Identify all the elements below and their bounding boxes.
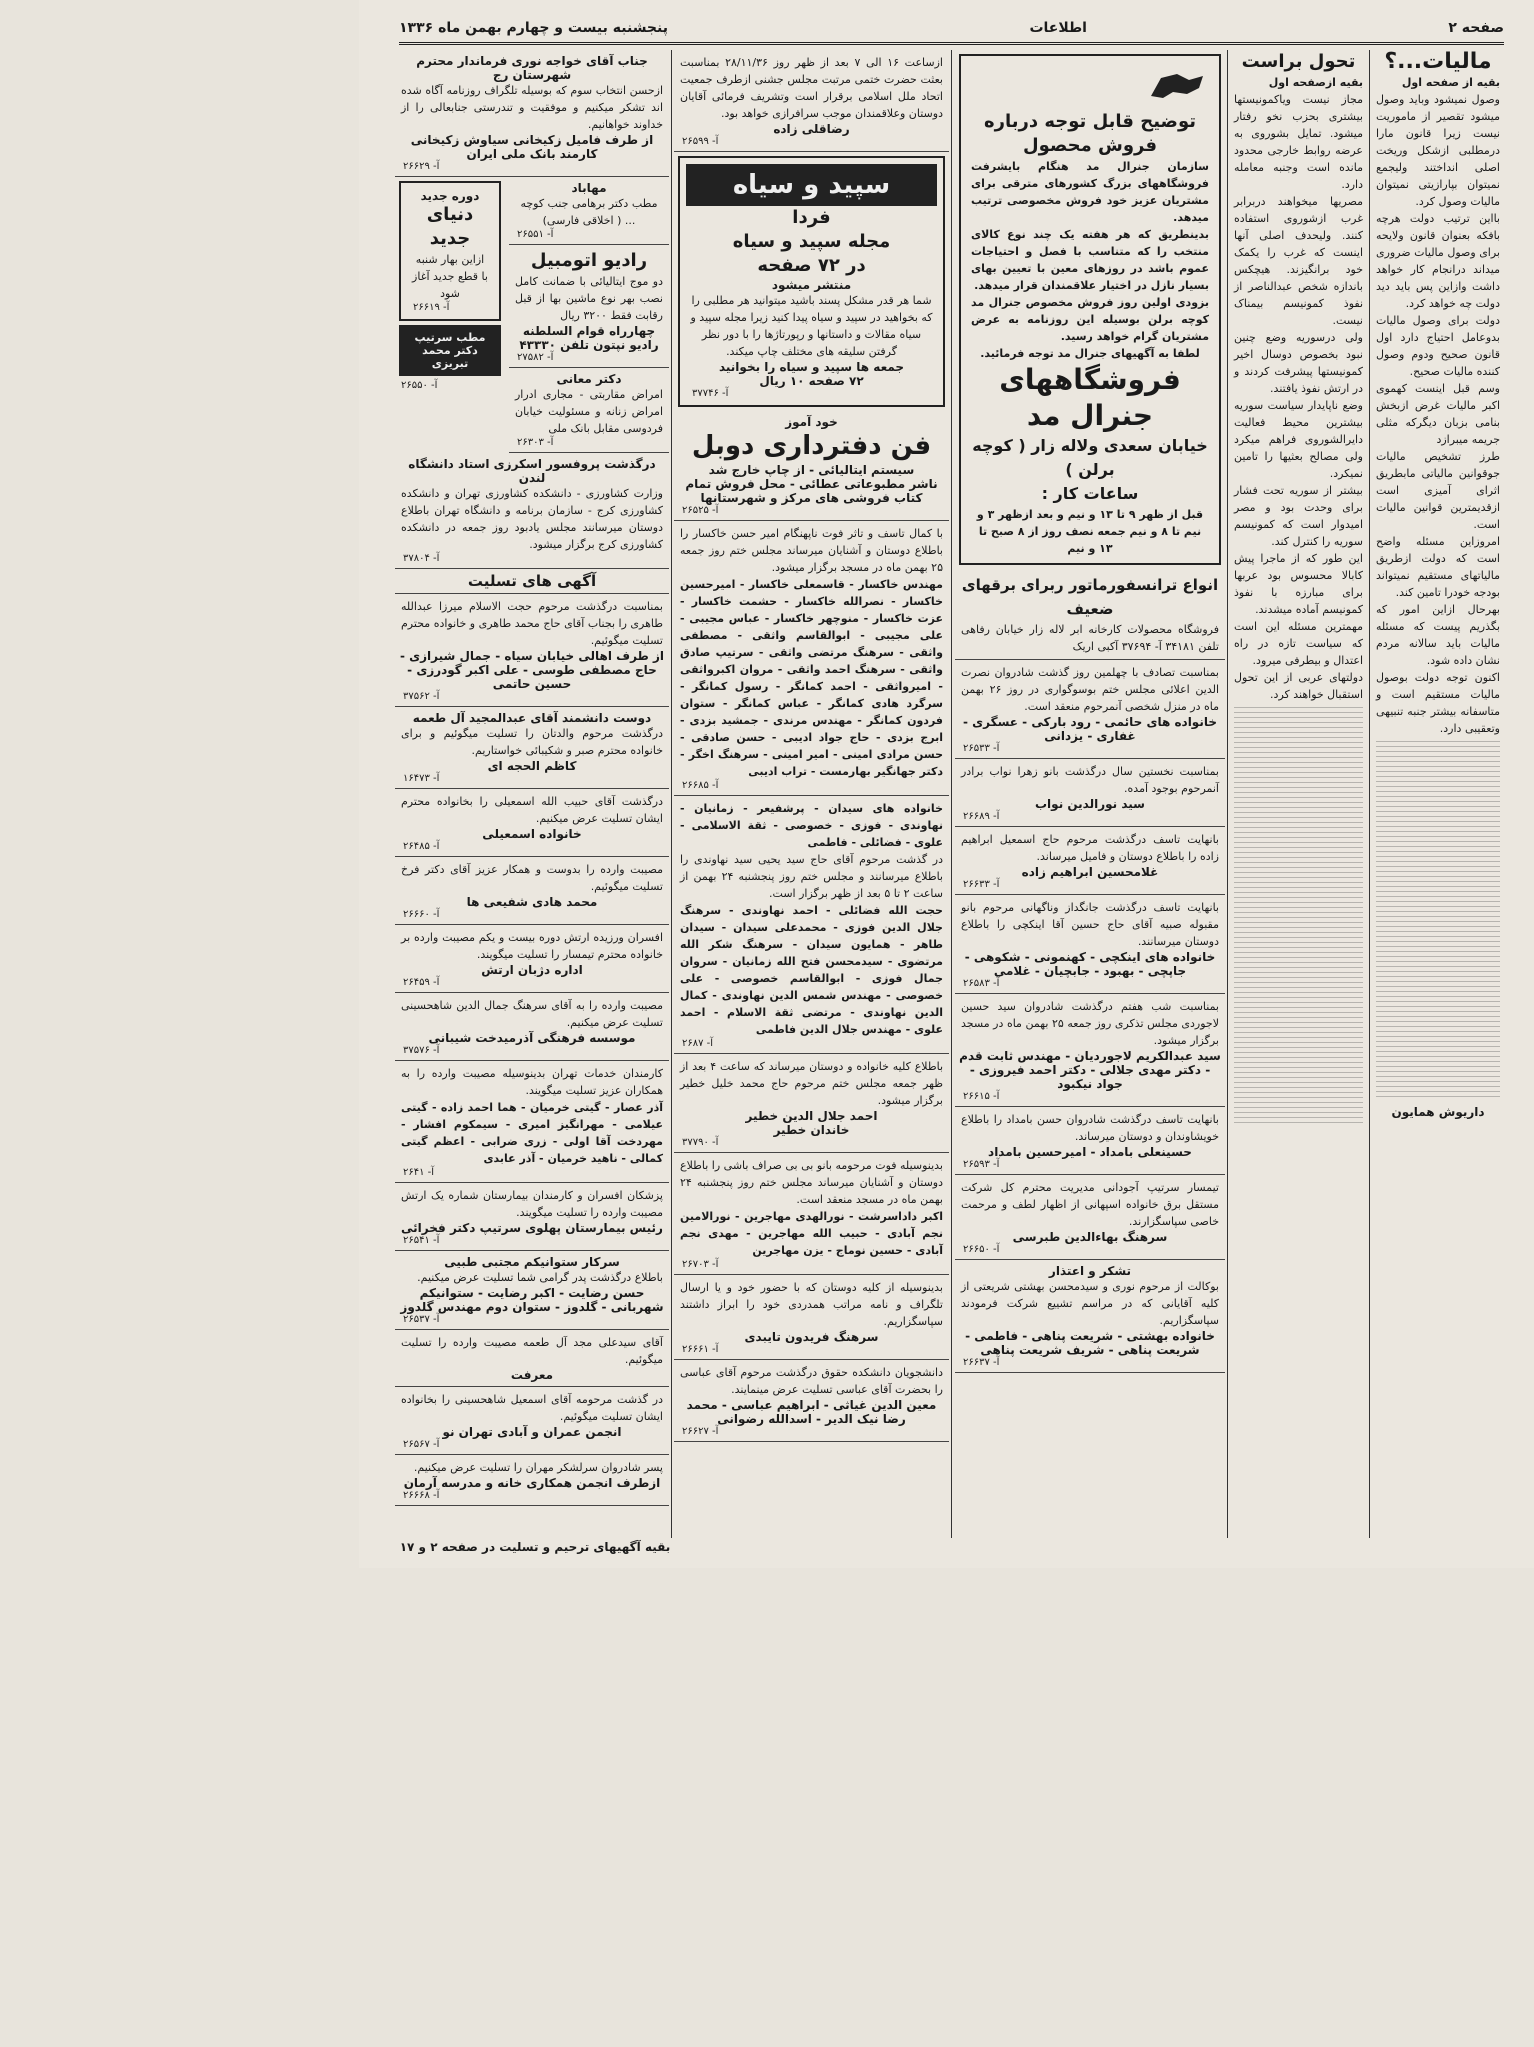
- article-title: مالیات...؟: [1384, 50, 1492, 74]
- ad-line: دنیای: [426, 204, 474, 225]
- notice-text: باطلاع کلیه خانواده و دوستان میرساند که ساعت ۴ بعد از ظهر جمعه مجلس ختم مرحوم حاج محمد خلیل خطیر برگزار میشود.: [680, 1060, 944, 1107]
- article-paragraph: دولت برای وصول مالیات بدوعامل احتیاج دارد اول قانون صحیح ودوم وصول کننده مالیات صحیح.: [1376, 314, 1500, 378]
- notice-title: تشکر و اعتذار: [1048, 1264, 1132, 1278]
- notice-signers: از طرف فامیل زکیخانی سیاوش زکیخانی کارمند بانک ملی ایران: [410, 133, 654, 161]
- ad-code: آ- ۲۶۶۲۹: [403, 161, 440, 172]
- ad-code: آ- ۲۶۸۷: [682, 1038, 714, 1049]
- notice-signers: رئیس بیمارستان پهلوی سرتیپ دکتر فخرائی: [401, 1221, 663, 1235]
- lion-logo-icon: [1143, 64, 1213, 104]
- ad-line: جدید: [429, 228, 471, 249]
- notice-text: ازساعت ۱۶ الی ۷ بعد از ظهر روز ۲۸/۱۱/۳۶ بمناسبت بعثت حضرت ختمی مرتبت مجلس جشنی ازطرف جمعیت اتحاد ملل اسلامی برقرار است وتشریف فرمائی آقایان دوستان وعلاقمندان موجب سرافرازی خواهد بود.: [680, 56, 943, 120]
- ad-line: سیستم ایتالیائی - از چاپ خارج شد: [708, 463, 915, 477]
- ad-line: رادیو اتومبیل: [530, 250, 648, 271]
- ad-line: خود آموز: [785, 415, 838, 429]
- small-ads-right: [509, 177, 669, 453]
- ad-code: آ- ۳۷۷۴۶: [692, 388, 729, 399]
- ad-code: آ- ۲۶۴۱: [403, 1167, 435, 1178]
- notice-signers: احمد جلال الدین خطیر: [745, 1109, 878, 1123]
- notice-signers: خانواده بهشتی - شریعت پناهی - فاطمی - شریعت پناهی - شریف شریعت پناهی: [965, 1329, 1215, 1357]
- text-filler: [1376, 741, 1500, 1101]
- article-paragraph: وضع ناپایدار سیاست سوریه بیشترین محیط فعالیت دایرالشوروی فراهم میکرد ولی مصالح بعثیها را تامین نمیکرد.: [1234, 399, 1363, 480]
- notice-text: کارمندان خدمات تهران بدینوسیله مصیبت وارده را به همکاران عزیز تسلیت میگویند.: [401, 1067, 663, 1097]
- donya-ad: [399, 181, 501, 321]
- condolence-notice: [395, 857, 669, 925]
- article-paragraph: بهرحال ازاین امور که بگذریم پیست که مسئله مالیات باید سالانه مردم نشان داده شود.: [1376, 603, 1500, 667]
- article-paragraph: ولی درسوریه وضع چنین نبود بخصوص دوسال اخیر کمونیستها پیشرفت کردند و در ارتش نفوذ یافتند.: [1234, 331, 1363, 395]
- notice-text: بانهایت تاسف درگذشت شادروان حسن بامداد را باطلاع خویشاوندان و دوستان میرساند.: [961, 1113, 1219, 1143]
- notice-signers: کاظم الحجه ای: [487, 759, 577, 773]
- notice-signers: معرفت: [510, 1368, 554, 1382]
- article-paragraph: اکنون توجه دولت بوصول مالیات مستقیم است و متاسفانه بیشتر جنبه تنبیهی وتعقیبی دارد.: [1376, 671, 1500, 735]
- ad-code: آ- ۲۶۶۳۷: [963, 1357, 1000, 1368]
- notice-text: بمناسبت تصادف با چهلمین روز گذشت شادروان نصرت الدین اعلائی مجلس ختم بوسوگواری در روز ۲۶ بهمن ماه در منزل شخصی آنمرحوم منعقد است.: [961, 666, 1219, 713]
- condolence-notice: [395, 1387, 669, 1455]
- notice-signers: حجت الله فضائلی - احمد نهاوندی - سرهنگ جلال الدین فوزی - محمدعلی سیدان - سیدان طاهر - همایون سیدان - سرهنگ شکر الله مرتضوی - سیدمحسن فتح الله زمانیان - سروان جمال فوزی - ابوالقاسم خصوصی - علی خصوصی - مهندس شمس الدین نهاوندی - کمال الدین نهاوندی - مرتضی ثقة الاسلام - احمد علوی - مهندس جلال الدین فاطمی: [680, 904, 943, 1036]
- notice-text: باطلاع درگذشت پدر گرامی شما تسلیت عرض میکنیم.: [417, 1271, 663, 1284]
- article-paragraph: دولتهای عربی از این تحول استقبال خواهند کرد.: [1234, 671, 1363, 701]
- ad-code: آ- ۲۶۶۱۵: [963, 1091, 1000, 1102]
- store-name: فروشگاههای جنرال مد: [999, 363, 1181, 432]
- notice-text: با کمال تاسف و تاثر فوت ناپهنگام امیر حسن خاکسار را باطلاع دوستان و آشنایان میرساند مجلس ختم روز جمعه ۲۵ بهمن ماه در مسجد برگزار میشود.: [680, 527, 943, 574]
- obituary-notice: [674, 1153, 949, 1275]
- column-rule: [671, 50, 672, 1538]
- magazine-ad: [678, 156, 945, 407]
- ad-paragraph: دو موج ایتالیائی با ضمانت کامل نصب بهر نوع ماشین بها از قبل رقابت فقط ۳۲۰۰ ریال: [515, 275, 663, 322]
- ad-code: آ- ۲۶۷۰۳: [682, 1259, 719, 1270]
- notice-signers: آذر عصار - گیتی خرمیان - هما احمد زاده - گیتی عیلامی - مهرانگیز امیری - سیمکوم افشار - مهردخت آقا اولی - زری ضرابی - اعظم گیتی کمالی - ناهید خرمیان - آذر عابدی: [401, 1101, 663, 1165]
- ad-line: منتشر میشود: [771, 278, 852, 292]
- notice-text: در گذشت مرحومه آقای اسمعیل شاهحسینی را بخانواده ایشان تسلیت میگوئیم.: [401, 1393, 663, 1423]
- notice-text: بمناسبت نخستین سال درگذشت بانو زهرا نواب برادر آنمرحوم بوجود آمده.: [961, 765, 1219, 795]
- transformer-ad-text: فروشگاه محصولات کارخانه ابر لاله زار خیابان رفاهی تلفن ۳۴۱۸۱ آ- ۳۷۶۹۴ آکبی اریک: [961, 623, 1219, 653]
- issue-date: پنجشنبه بیست و چهارم بهمن ماه ۱۳۳۶: [399, 20, 668, 36]
- doctor-office-ad: مطب سرتیپ دکتر محمد تبریزی: [399, 325, 501, 376]
- notice-text: پزشکان افسران و کارمندان بیمارستان شماره یک ارتش مصیبت وارده را تسلیت میگویند.: [401, 1189, 663, 1219]
- notice-text: افسران ورزیده ارتش دوره بیست و یکم مصیبت وارده بر خانواده محترم تیمسار را تسلیت میگویند.: [401, 931, 663, 961]
- column-general-mode: [955, 50, 1225, 1548]
- ad-line: دکتر معانی: [556, 372, 622, 386]
- notice-signers: حسن رضایت - اکبر رضایت - ستوانیکم شهربانی - گلدوز - ستوان دوم مهندس گلدوز: [400, 1286, 664, 1314]
- ad-paragraph: لطفا به آگهیهای جنرال مد توجه فرمائید.: [980, 347, 1200, 360]
- notice-text: پسر شادروان سرلشکر مهران را تسلیت عرض میکنیم.: [413, 1461, 663, 1474]
- ad-code: آ- ۲۶۶۵۰: [963, 1244, 1000, 1255]
- book-title: فن دفترداری دوبل: [691, 431, 932, 461]
- condolence-notice: [395, 789, 669, 857]
- magazine-logo: سپید و سیاه: [686, 164, 937, 206]
- ad-code: آ- ۲۶۵۵۰: [401, 380, 438, 391]
- page-number: صفحه ۲: [1448, 20, 1504, 36]
- newspaper-page: [359, 0, 1534, 1568]
- notice-text: بانهایت تاسف درگذشت جانگداز وناگهانی مرحوم بانو مقبوله صبیه آقای حاج حسین آقا اینکچی را باطلاع دوستان میرسانند.: [961, 901, 1219, 948]
- lecture-notice: [395, 453, 669, 569]
- notice-signers: مهندس خاکسار - قاسمعلی خاکسار - امیرحسین خاکسار - نصرالله خاکسار - حشمت خاکسار - عزت خاکسار - منوچهر خاکسار - عباس مجیبی - علی مجیبی - ابوالقاسم واثقی - مصطفی واثقی - سرهنگ مرتضی واثقی - سرتیپ صادق واثقی - سرهنگ احمد واثقی - مروان اکبرواثقی - امیرواثقی - احمد کمانگر - رسول کمانگر - سرگرد هادی کمانگر - عباس کمانگر - ستوان فردون کمانگر - مهندس مرندی - جمشید بزدی - ابرج بزدی - حاج جواد ادیبی - حسن صادقی - حسن مرادی امینی - امیر امینی - سرهنگ اخگر - دکتر جهانگیر بهارمست - تراب ادیبی: [680, 578, 943, 778]
- ad-code: آ- ۲۶۵۲۵: [682, 505, 719, 516]
- ad-code: آ- ۳۷۷۹۰: [682, 1137, 719, 1148]
- notice-text: دانشجویان دانشکده حقوق درگذشت مرحوم آقای عباسی را بحضرت آقای عباسی تسلیت عرض مینمایند.: [680, 1366, 943, 1396]
- notice-title: سرکار ستوانیکم مجتبی طبیی: [444, 1255, 620, 1269]
- article-title: تحول براست: [1241, 51, 1356, 72]
- ad-code: آ- ۲۶۴۵۹: [403, 977, 440, 988]
- notice-families: خانواده های سیدان - پرشفیعر - زمانیان - نهاوندی - فوزی - خصوصی - ثقة الاسلامی - علوی - فضائلی - فاطمی: [680, 802, 943, 849]
- ad-paragraph: امراض مقاربتی - مجاری ادرار امراض زنانه و مسئولیت خیابان فردوسی مقابل بانک ملی: [515, 388, 663, 435]
- ad-line: فردا: [792, 207, 831, 228]
- ad-address: چهارراه قوام السلطنه رادیو نپتون تلفن ۴۳۳۳۰: [519, 324, 659, 352]
- ad-code: آ- ۲۶۵۹۹: [682, 136, 719, 147]
- ad-code: آ- ۲۶۶۲۷: [682, 1426, 719, 1437]
- notice-text: وزارت کشاورزی - دانشکده کشاورزی تهران و دانشکده کشاورزی کرج - سازمان برنامه و دانشگاه تهران باطلاع دوستان میرسانند مجلس یادبود روز جمعه در دانشکده کشاورزی کرج برگزار میشود.: [401, 487, 663, 551]
- radio-ad: [509, 245, 669, 368]
- condolence-notice: [395, 1183, 669, 1251]
- thanks-notice: [674, 1275, 949, 1360]
- column-magazine: [674, 50, 949, 1548]
- notice-signers: خانواده های حائمی - رود بارکی - عسگری - غفاری - یزدانی: [963, 715, 1217, 743]
- ad-code: آ- ۲۶۶۶۱: [682, 1344, 719, 1355]
- article-paragraph: مصریها میخواهند دربرابر غرب ازشوروی استفاده کنند. ولیحدف اصلی آنها اینست که غرب را یکمک خود برانگیزند. هیچکس باندازه شخص عبدالناصر از نفوذ کمونیسم بیمناک نیست.: [1234, 195, 1363, 327]
- ad-line: مهاباد: [571, 181, 607, 195]
- obituary-notice: [955, 1107, 1225, 1175]
- ad-code: آ- ۲۶۵۹۳: [963, 1159, 1000, 1170]
- ad-paragraph: ازاین بهار شنبه با قطع جدید آغاز شود: [412, 253, 488, 300]
- ad-code: آ- ۲۶۵۳۷: [403, 1314, 440, 1325]
- obituary-notice: [955, 994, 1225, 1107]
- notice-text: بدینوسیله از کلیه دوستان که با حضور خود و یا ارسال تلگراف و نامه مراتب همدردی خود را ابراز داشتند سپاسگزاریم.: [680, 1281, 943, 1328]
- ad-code: آ- ۲۶۶۱۹: [413, 302, 450, 313]
- article-paragraph: بااین ترتیب دولت هرچه بافکه بعنوان قانون ولایحه برای وصول مالیات ضروری میداند درانجام کار خواهد داشت وازاین پس باید دید دولت چه خواهد کرد.: [1376, 212, 1500, 310]
- notice-text: آقای سیدعلی مجد آل طعمه مصیبت وارده را تسلیت میگوئیم.: [401, 1336, 663, 1366]
- ad-code: آ- ۲۶۵۶۷: [403, 1439, 440, 1450]
- ad-code: آ- ۲۶۵۵۱: [517, 229, 554, 240]
- article-paragraph: مهمترین مسئله این است که سیاست تازه در راه اعتدال و بیطرفی میرود.: [1234, 620, 1363, 667]
- condolence-notice: [395, 1455, 669, 1506]
- ad-line: در ۷۲ صفحه: [757, 255, 866, 276]
- notice-text: تیمسار سرتیپ آجودانی مدیریت محترم کل شرکت مستقل برق خانواده اسپهانی از اظهار لطف و مرحمت خاصی سپاسگزارند.: [961, 1181, 1219, 1228]
- notice-signers: سید نورالدین نواب: [1035, 797, 1145, 811]
- store-hours: قبل از ظهر ۹ تا ۱۳ و نیم و بعد ازظهر ۳ و نیم تا ۸ و نیم جمعه نصف روز از ۸ صبح تا ۱۳ و نیم: [976, 508, 1204, 555]
- small-ads-left: [395, 177, 505, 453]
- notice-text: بدینوسیله فوت مرحومه بانو بی بی صراف باشی را باطلاع دوستان و آشنایان میرساند مجلس ختم روز پنجشنبه ۲۴ بهمن ماه در مسجد منعقد است.: [680, 1159, 943, 1206]
- ad-paragraph: مطب دکتر برهامی جنب کوچه ... ( اخلاقی فارسی): [520, 197, 658, 227]
- obituary-notice: [955, 1175, 1225, 1260]
- notice-signers: اداره دژبان ارتش: [481, 963, 583, 977]
- notice-text: بانهایت تاسف درگذشت مرحوم حاج اسمعیل ابراهیم زاده را باطلاع دوستان و فامیل میرساند.: [961, 833, 1219, 863]
- ad-code: آ- ۲۶۳۰۳: [517, 437, 554, 448]
- ad-line: ناشر مطبوعاتی عطائی - محل فروش تمام کتاب فروشی های مرکز و شهرستانها: [685, 477, 938, 505]
- notice-text: مصیبت وارده را به آقای سرهنگ جمال الدین شاهحسینی تسلیت عرض میکنیم.: [401, 999, 663, 1029]
- condolence-notice: [395, 993, 669, 1061]
- ad-code: آ- ۲۶۵۳۳: [963, 743, 1000, 754]
- continued-footer: بقیه آگهیهای ترحیم و تسلیت در صفحه ۲ و ۱۷: [399, 1540, 671, 1554]
- article-paragraph: امروزاین مسئله واضح است که دولت ازطریق مالیاتهای مستقیم نمیتواند بودجه خودرا تامین کند.: [1376, 535, 1500, 599]
- book-ad: [674, 411, 949, 521]
- author-signature: داریوش همایون: [1391, 1105, 1485, 1119]
- ad-code: آ- ۲۶۶۸۹: [963, 811, 1000, 822]
- article-paragraph: مجاز نیست ویاکمونیستها بیشتری بحزب نخو رفتار میشود. تمایل بشوروی به عرضه روابط خارجی محدود مانده است وجنبه معامله دارد.: [1234, 93, 1363, 191]
- ad-line: دوره جدید: [420, 189, 480, 203]
- notice-signers: غلامحسین ابراهیم زاده: [1021, 865, 1159, 879]
- notice-signers: سرهنگ بهاءالدین طبرسی: [1012, 1230, 1168, 1244]
- ad-code: آ- ۳۷۵۷۶: [403, 1045, 440, 1056]
- column-notices: [395, 50, 669, 1548]
- condolence-notice: [395, 594, 669, 707]
- notice-text: درگذشت مرحوم والدتان را تسلیت میگوئیم و برای خانواده محترم صبر و شکیبائی خواستاریم.: [401, 727, 663, 757]
- ad-paragraph: سازمان جنرال مد هنگام بایشرفت فروشگاههای بزرگ کشورهای مترقی برای مشتریان عزیز خود فروش مخصوصی ترتیب میدهد.: [971, 160, 1209, 224]
- obituary-notice: [674, 796, 949, 1054]
- ad-code: آ- ۳۷۵۶۲: [403, 691, 440, 702]
- continued-label: بقیه از صفحه اول: [1401, 76, 1500, 89]
- notice-title: دوست دانشمند آقای عبدالمجید آل طعمه: [412, 711, 652, 725]
- article-paragraph: وصول نمیشود وباید وصول میشود تقصیر از ماموریت نیست زیرا قانون مارا درمطلبی ازشکل وریخت اصلی انداختند ولیجمع نمیتوان بپارازیتی نمیتوان مالیات وصول کرد.: [1376, 93, 1500, 208]
- ad-paragraph: بزودی اولین روز فروش مخصوص جنرال مد کوچه برلن بوسیله این روزنامه به عرض مشتریان گرام خواهد رسید.: [971, 296, 1209, 343]
- notice-title: جناب آقای خواجه نوری فرماندار محترم شهرستان رج: [416, 54, 648, 82]
- condolence-notice: [674, 1360, 949, 1442]
- ad-code: آ- ۲۶۶۶۸: [403, 1490, 440, 1501]
- notice-signers: خانواده های اینکچی - کهنمونی - شکوهی - جاپچی - بهبود - جابچیان - غلامی: [964, 950, 1216, 978]
- notice-signers: ازطرف انجمن همکاری خانه و مدرسه آرمان: [403, 1476, 661, 1490]
- ad-code: آ- ۱۶۴۷۳: [403, 773, 440, 784]
- ad-paragraph: بدینطریق که هر هفته یک چند نوع کالای منتخب را که متناسب با فصل و احتیاجات عموم باشد در روزهای معین با تعیین بهای بسیار نازل در اختیار علاقمندان قرار میدهد.: [971, 228, 1209, 292]
- notice-signers: محمد هادی شفیعی ها: [466, 895, 598, 909]
- notice-signers: اکبر داداسرشت - نورالهدی مهاجرین - نورالامین نجم آبادی - حبیب الله مهاجرین - مهدی نجم آبادی - حسین نوماج - یزن مهاجرین: [680, 1210, 943, 1257]
- column-shift-right: [1230, 50, 1367, 1548]
- mahabad-ad: [509, 177, 669, 245]
- notice-text: بمناسبت شب هفتم درگذشت شادروان سید حسین لاجوردی مجلس تذکری روز جمعه ۲۵ بهمن ماه در مسجد برگزار میشود.: [961, 1000, 1219, 1047]
- condolence-notice: [395, 707, 669, 789]
- condolence-notice: [395, 925, 669, 993]
- ad-code: آ- ۲۶۶۸۵: [682, 780, 719, 791]
- notice-signers: معین الدین غیاثی - ابراهیم عباسی - محمد رضا نیک الدیر - اسدالله رضوانی: [686, 1398, 937, 1426]
- store-address: خیابان سعدی ولاله زار ( کوچه برلن ): [972, 436, 1208, 479]
- condolence-notice: [395, 1330, 669, 1387]
- notice-signers: موسسه فرهنگی آذرمیدخت شیبانی: [428, 1031, 636, 1045]
- section-title: آگهی های تسلیت: [395, 569, 669, 594]
- notice-text: درگذشت آقای حبیب الله اسمعیلی را بخانواده محترم ایشان تسلیت عرض میکنیم.: [401, 795, 663, 825]
- notice-signers: خانواده اسمعیلی: [482, 827, 582, 841]
- condolence-notice: [395, 1251, 669, 1330]
- obituary-notice: [674, 1054, 949, 1153]
- transformer-ad-title: انواع ترانسفورماتور ربرای برقهای ضعیف: [961, 576, 1219, 618]
- notice-signers: رضاقلی زاده: [773, 122, 850, 136]
- doctor-ad: [509, 368, 669, 453]
- condolence-notice: [395, 1061, 669, 1183]
- column-taxes: [1372, 50, 1504, 1548]
- notice-signers: خاندان خطیر: [773, 1123, 850, 1137]
- ad-code: آ- ۳۷۸۰۴: [403, 553, 440, 564]
- obituary-notice: [955, 759, 1225, 827]
- notice-signers: انجمن عمران و آبادی تهران نو: [442, 1425, 622, 1439]
- notice-text: بمناسبت درگذشت مرحوم حجت الاسلام میرزا عبدالله طاهری را بجناب آقای حاج محمد طاهری و خانواده محترم تسلیت میگوئیم.: [401, 600, 663, 647]
- ad-code: آ- ۲۶۴۸۵: [403, 841, 440, 852]
- ad-code: آ- ۲۷۵۸۲: [517, 352, 554, 363]
- notice-text: مصیبت وارده را بدوست و همکار عزیز آقای دکتر فرخ تسلیت میگوئیم.: [401, 863, 663, 893]
- ad-code: آ- ۲۶۵۴۱: [403, 1235, 440, 1246]
- column-rule: [1369, 50, 1370, 1538]
- obituary-notice: [955, 660, 1225, 759]
- notice-signers: از طرف اهالی خیابان سیاه - جمال شیرازی - حاج مصطفی طوسی - علی اکبر گودرزی - حسین حاتمی: [399, 649, 665, 691]
- column-rule: [1227, 50, 1228, 1538]
- notice-text: ازحسن انتخاب سوم که بوسیله تلگراف روزنامه آگاه شده اند تشکر میکنیم و موفقیت و تندرستی جنابعالی را از خداوند خواهانیم.: [401, 84, 663, 131]
- hours-title: ساعات کار :: [1041, 484, 1139, 503]
- notice-signers: سید عبدالکریم لاجوردیان - مهندس ثابت قدم - دکتر مهدی جلالی - دکتر احمد فیروزی - جواد نیکبود: [959, 1049, 1221, 1091]
- text-filler: [1234, 707, 1363, 1127]
- notice-title: درگذشت پروفسور اسکرزی استاد دانشگاه لندن: [408, 457, 656, 485]
- ad-line: جمعه ها سپید و سیاه را بخوانید: [718, 360, 905, 374]
- page-header: [399, 14, 1504, 45]
- article-paragraph: این طور که از ماجرا پیش کابالا محسوس بود عربها برای مبارزه با نفوذ کمونیسم آماده میشدند.: [1234, 552, 1363, 616]
- ad-line: مجله سپید و سیاه: [732, 231, 891, 252]
- notice-signers: حسینعلی بامداد - امیرحسین بامداد: [988, 1145, 1192, 1159]
- obituary-notice: [955, 827, 1225, 895]
- ad-headline: توضیح قابل توجه درباره فروش محصول: [984, 111, 1196, 156]
- column-rule: [951, 50, 952, 1538]
- ad-paragraph: شما هر قدر مشکل پسند باشید میتوانید هر مطلبی را که بخواهید در سپید و سیاه پیدا کنید زیرا مجله سپید و سیاه مقالات و داستانها و رپورتاژها را با دور نظر گرفتن سلیقه های مختلف چاپ میکند.: [690, 294, 933, 358]
- congrats-notice: [395, 50, 669, 177]
- notice-text: بوکالت از مرحوم نوری و سیدمحسن بهشتی شریعتی از کلیه آقایانی که در مراسم تشییع شرکت فرمودند سپاسگزاریم.: [961, 1280, 1219, 1327]
- notice-signers: سرهنگ فریدون تایبدی: [744, 1330, 879, 1344]
- article-paragraph: طرز تشخیص مالیات جوقوانین مالیاتی مابطریق اثرای آمیزی است ازقدیمترین قوانین مالیات است.: [1376, 450, 1500, 531]
- article-paragraph: بیشتر از سوریه تحت فشار برای وحدت بود و مصر امیدوار است که کمونیسم سوریه را کنترل کند.: [1234, 484, 1363, 548]
- newspaper-name: اطلاعات: [1029, 20, 1087, 36]
- thanks-notice: [955, 1260, 1225, 1373]
- ad-code: آ- ۲۶۶۳۳: [963, 879, 1000, 890]
- ad-code: آ- ۲۶۶۶۰: [403, 909, 440, 920]
- general-mode-ad: [959, 54, 1221, 565]
- notice-text: در گذشت مرحوم آقای حاج سید یحیی سید نهاوندی را باطلاع میرسانند و مجلس ختم روز پنجشنبه ۲۴ بهمن از ساعت ۲ تا ۵ بعد از ظهر برگزار است.: [680, 853, 943, 900]
- ad-code: آ- ۲۶۵۸۳: [963, 978, 1000, 989]
- continued-label: بقیه ازصفحه اول: [1268, 76, 1363, 89]
- celebration-notice: [674, 50, 949, 152]
- obituary-notice: [955, 895, 1225, 994]
- obituary-notice: [674, 521, 949, 796]
- article-paragraph: وسم قبل اینست کهموی اکبر مالیات غرض ازبخش بنامی بزبان دیگرکه مثلی جریمه میبرازد: [1376, 382, 1500, 446]
- magazine-price: ۷۲ صفحه ۱۰ ریال: [759, 374, 864, 388]
